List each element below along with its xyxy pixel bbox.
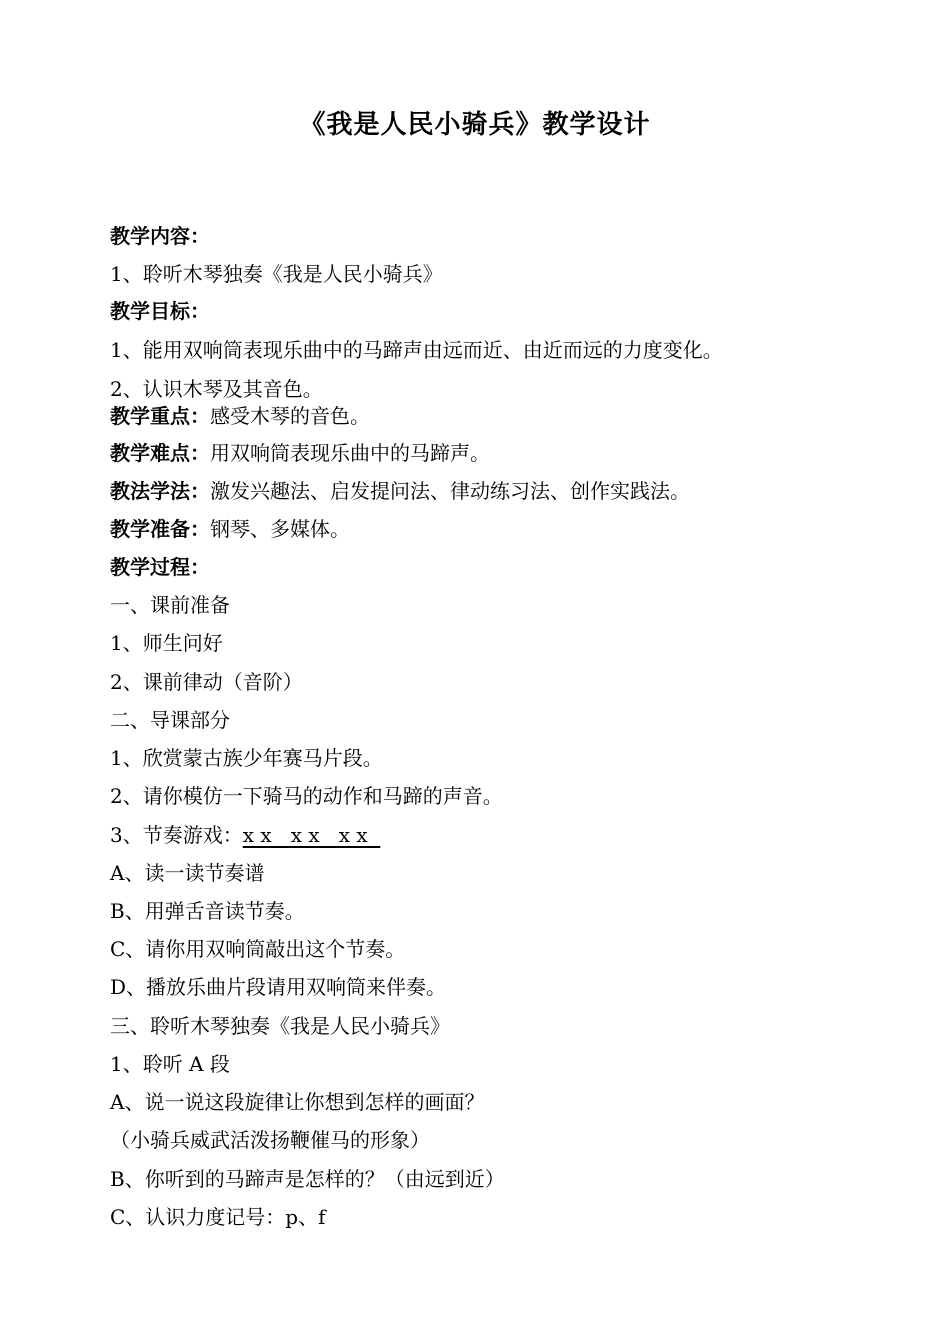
section-3-item-a-answer: （小骑兵威武活泼扬鞭催马的形象） bbox=[110, 1128, 430, 1152]
content-heading: 教学内容： bbox=[110, 224, 210, 248]
section-3-item-1: 1、聆听 A 段 bbox=[110, 1052, 230, 1076]
section-1-item-2: 2、课前律动（音阶） bbox=[110, 670, 303, 694]
rhythm-game-label: 3、节奏游戏： bbox=[110, 823, 243, 847]
section-3-item-c: C、认识力度记号：p、f bbox=[110, 1205, 326, 1229]
content-item-1: 1、聆听木琴独奏《我是人民小骑兵》 bbox=[110, 262, 443, 286]
section-3-title: 三、聆听木琴独奏《我是人民小骑兵》 bbox=[110, 1014, 450, 1038]
difficulty-label: 教学难点： bbox=[110, 441, 210, 465]
section-1-title: 一、课前准备 bbox=[110, 593, 230, 617]
difficulty-row bbox=[110, 440, 490, 466]
rhythm-notation: x x x x x x bbox=[242, 823, 381, 847]
goal-item-2: 2、认识木琴及其音色。 bbox=[110, 377, 323, 401]
section-2-item-2: 2、请你模仿一下骑马的动作和马蹄的声音。 bbox=[110, 784, 503, 808]
preparation-text: 钢琴、多媒体。 bbox=[210, 517, 350, 541]
section-2-item-b: B、用弹舌音读节奏。 bbox=[110, 899, 305, 923]
section-3-item-a: A、说一说这段旋律让你想到怎样的画面？ bbox=[110, 1090, 485, 1114]
preparation-label: 教学准备： bbox=[110, 517, 210, 541]
section-2-item-a: A、读一读节奏谱 bbox=[110, 861, 265, 885]
section-2-item-1: 1、欣赏蒙古族少年赛马片段。 bbox=[110, 746, 383, 770]
method-text: 激发兴趣法、启发提问法、律动练习法、创作实践法。 bbox=[210, 479, 690, 503]
section-3-item-b: B、你听到的马蹄声是怎样的？（由远到近） bbox=[110, 1167, 505, 1191]
section-1-item-1: 1、师生问好 bbox=[110, 631, 223, 655]
goal-item-1: 1、能用双响筒表现乐曲中的马蹄声由远而近、由近而远的力度变化。 bbox=[110, 338, 723, 362]
process-heading: 教学过程： bbox=[110, 555, 210, 579]
section-2-item-d: D、播放乐曲片段请用双响筒来伴奏。 bbox=[110, 975, 447, 999]
key-point-row bbox=[110, 403, 370, 429]
key-point-label: 教学重点： bbox=[110, 404, 210, 428]
difficulty-text: 用双响筒表现乐曲中的马蹄声。 bbox=[210, 441, 490, 465]
section-2-title: 二、导课部分 bbox=[110, 708, 230, 732]
method-label: 教法学法： bbox=[110, 479, 210, 503]
section-2-item-3 bbox=[110, 822, 380, 848]
method-row bbox=[110, 478, 690, 504]
preparation-row bbox=[110, 516, 350, 542]
document-title: 《我是人民小骑兵》教学设计 bbox=[299, 110, 651, 140]
key-point-text: 感受木琴的音色。 bbox=[210, 404, 370, 428]
goal-heading: 教学目标： bbox=[110, 299, 210, 323]
section-2-item-c: C、请你用双响筒敲出这个节奏。 bbox=[110, 937, 406, 961]
